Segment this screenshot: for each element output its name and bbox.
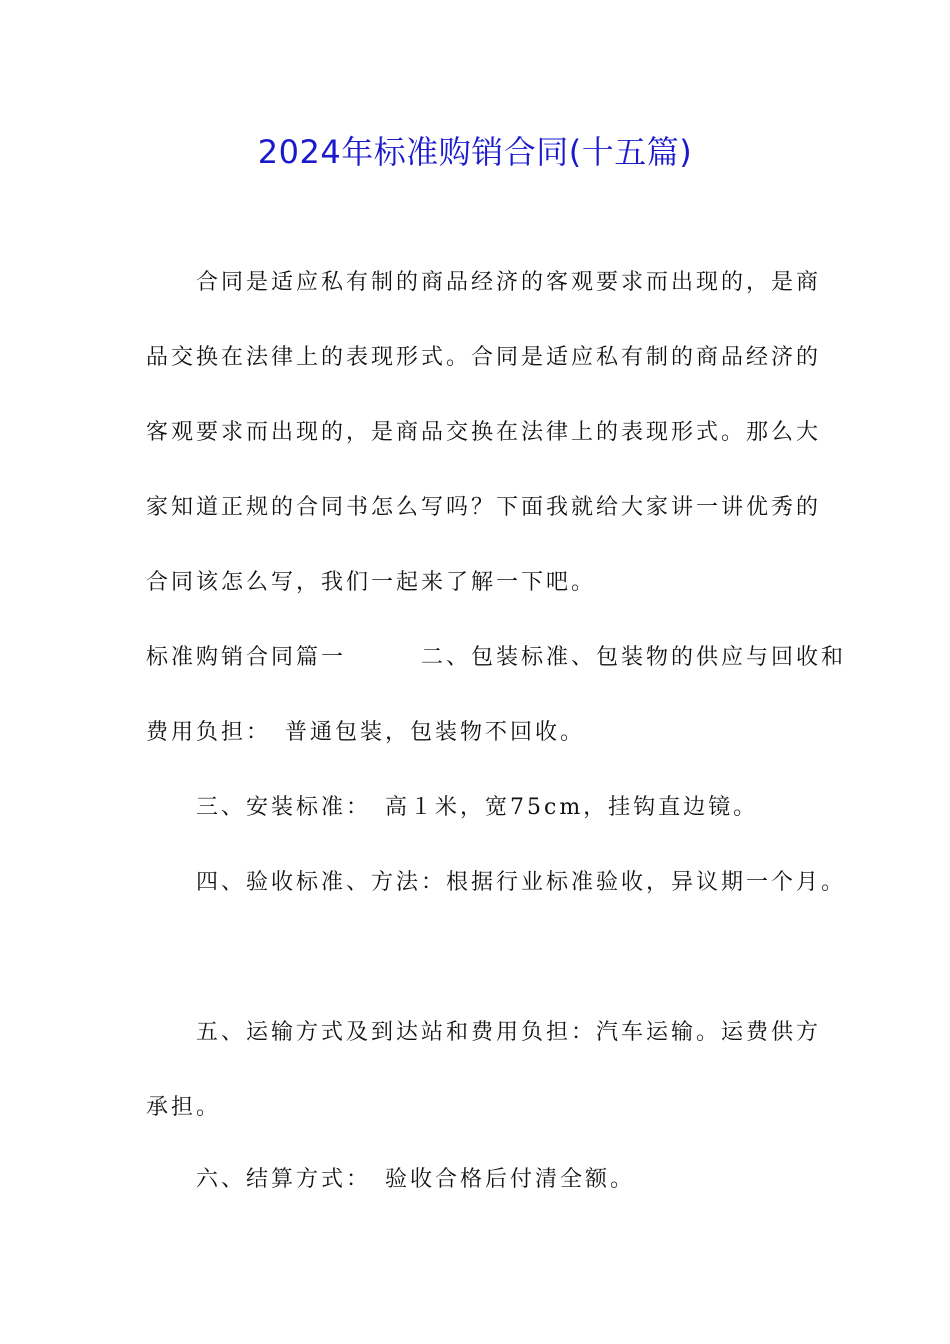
clause-2-continuation: 费用负担： 普通包装，包装物不回收。: [146, 720, 586, 745]
clause-4-acceptance: 四、验收标准、方法：根据行业标准验收，异议期一个月。: [146, 870, 847, 895]
paragraph-line-3: 客观要求而出现的，是商品交换在法律上的表现形式。那么大: [146, 420, 822, 445]
paragraph-line-2: 品交换在法律上的表现形式。合同是适应私有制的商品经济的: [146, 345, 822, 370]
clause-6-settlement: 六、结算方式： 验收合格后付清全额。: [146, 1167, 636, 1192]
paragraph-line-5: 合同该怎么写，我们一起来了解一下吧。: [146, 570, 597, 595]
clause-5-continuation: 承担。: [146, 1095, 222, 1120]
paragraph-line-1: 合同是适应私有制的商品经济的客观要求而出现的，是商: [146, 270, 822, 295]
paragraph-line-4: 家知道正规的合同书怎么写吗？下面我就给大家讲一讲优秀的: [146, 495, 822, 520]
document-title: 2024年标准购销合同(十五篇): [257, 133, 693, 171]
clause-3-installation: 三、安装标准： 高１米，宽75cm，挂钩直边镜。: [146, 795, 759, 820]
clause-5-transport: 五、运输方式及到达站和费用负担：汽车运输。运费供方: [146, 1020, 822, 1045]
section-heading-line: 标准购销合同篇一 二、包装标准、包装物的供应与回收和: [146, 645, 847, 670]
